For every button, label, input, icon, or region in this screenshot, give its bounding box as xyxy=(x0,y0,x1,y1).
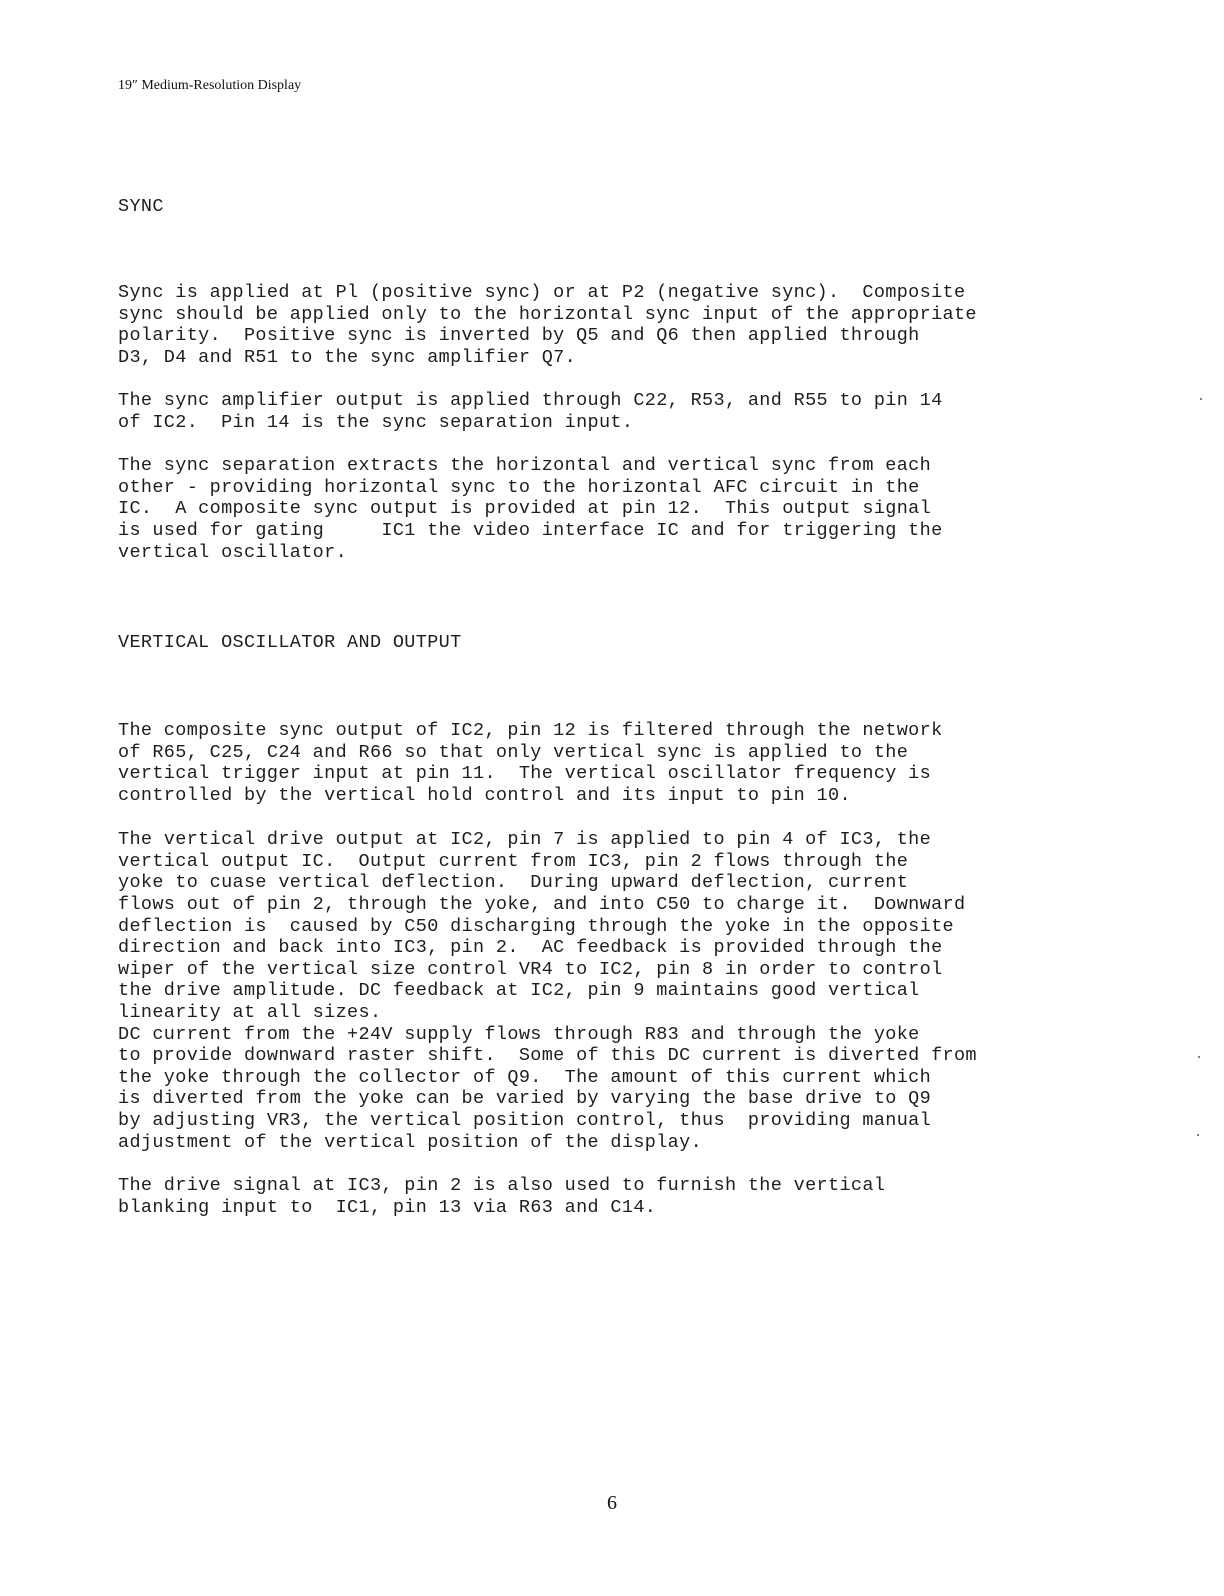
text-line: of IC2. Pin 14 is the sync separation input. xyxy=(118,411,634,433)
text-line: the drive amplitude. DC feedback at IC2, pin 9 maintains good vertical xyxy=(118,980,920,1002)
scan-speck xyxy=(1197,1134,1199,1136)
text-line: is diverted from the yoke can be varied by varying the base drive to Q9 xyxy=(118,1088,932,1110)
text-line: D3, D4 and R51 to the sync amplifier Q7. xyxy=(118,346,577,368)
text-line: DC current from the +24V supply flows through R83 and through the yoke xyxy=(118,1023,920,1045)
text-line: to provide downward raster shift. Some of this DC current is diverted from xyxy=(118,1045,977,1067)
section-heading-vertical-oscillator: VERTICAL OSCILLATOR AND OUTPUT xyxy=(118,632,462,653)
page-number: 6 xyxy=(607,1492,617,1514)
text-line: vertical output IC. Output current from IC3, pin 2 flows through the xyxy=(118,850,909,872)
paragraph-vertical-3 xyxy=(118,1132,885,1240)
running-header: 19″ Medium-Resolution Display xyxy=(118,78,302,93)
paragraph-vertical-2 xyxy=(118,786,977,1175)
scan-speck xyxy=(1198,1056,1200,1058)
text-line: sync should be applied only to the horizontal sync input of the appropriate xyxy=(118,303,977,325)
text-line: linearity at all sizes. xyxy=(118,1001,382,1023)
text-line: The vertical drive output at IC2, pin 7 is applied to pin 4 of IC3, the xyxy=(118,829,932,851)
text-line: The composite sync output of IC2, pin 12 is filtered through the network xyxy=(118,720,943,742)
text-line: deflection is caused by C50 discharging through the yoke in the opposite xyxy=(118,915,954,937)
text-line: blanking input to IC1, pin 13 via R63 and C14. xyxy=(118,1196,657,1218)
text-line: by adjusting VR3, the vertical position control, thus providing manual xyxy=(118,1109,932,1131)
section-heading-sync: SYNC xyxy=(118,196,164,217)
text-line: polarity. Positive sync is inverted by Q5 and Q6 then applied through xyxy=(118,325,920,347)
text-line: The sync separation extracts the horizontal and vertical sync from each xyxy=(118,455,932,477)
text-line: The sync amplifier output is applied through C22, R53, and R55 to pin 14 xyxy=(118,390,943,412)
text-line: vertical trigger input at pin 11. The vertical oscillator frequency is xyxy=(118,763,932,785)
text-line: direction and back into IC3, pin 2. AC feedback is provided through the xyxy=(118,937,943,959)
text-line: adjustment of the vertical position of the display. xyxy=(118,1131,703,1153)
text-line: wiper of the vertical size control VR4 to IC2, pin 8 in order to control xyxy=(118,958,943,980)
text-line: IC. A composite sync output is provided at pin 12. This output signal xyxy=(118,498,932,520)
text-line: flows out of pin 2, through the yoke, and into C50 to charge it. Downward xyxy=(118,893,966,915)
text-line: vertical oscillator. xyxy=(118,541,348,563)
text-line: controlled by the vertical hold control and its input to pin 10. xyxy=(118,784,851,806)
text-line: the yoke through the collector of Q9. The amount of this current which xyxy=(118,1066,932,1088)
text-line: yoke to cuase vertical deflection. During upward deflection, current xyxy=(118,872,909,894)
text-line: Sync is applied at Pl (positive sync) or at P2 (negative sync). Composite xyxy=(118,282,966,304)
scan-speck xyxy=(1200,398,1202,400)
text-line: other - providing horizontal sync to the horizontal AFC circuit in the xyxy=(118,476,920,498)
text-line: of R65, C25, C24 and R66 so that only vertical sync is applied to the xyxy=(118,741,909,763)
text-line: The drive signal at IC3, pin 2 is also used to furnish the vertical xyxy=(118,1175,886,1197)
paragraph-sync-3 xyxy=(118,412,943,585)
text-line: is used for gating IC1 the video interface IC and for triggering the xyxy=(118,519,943,541)
